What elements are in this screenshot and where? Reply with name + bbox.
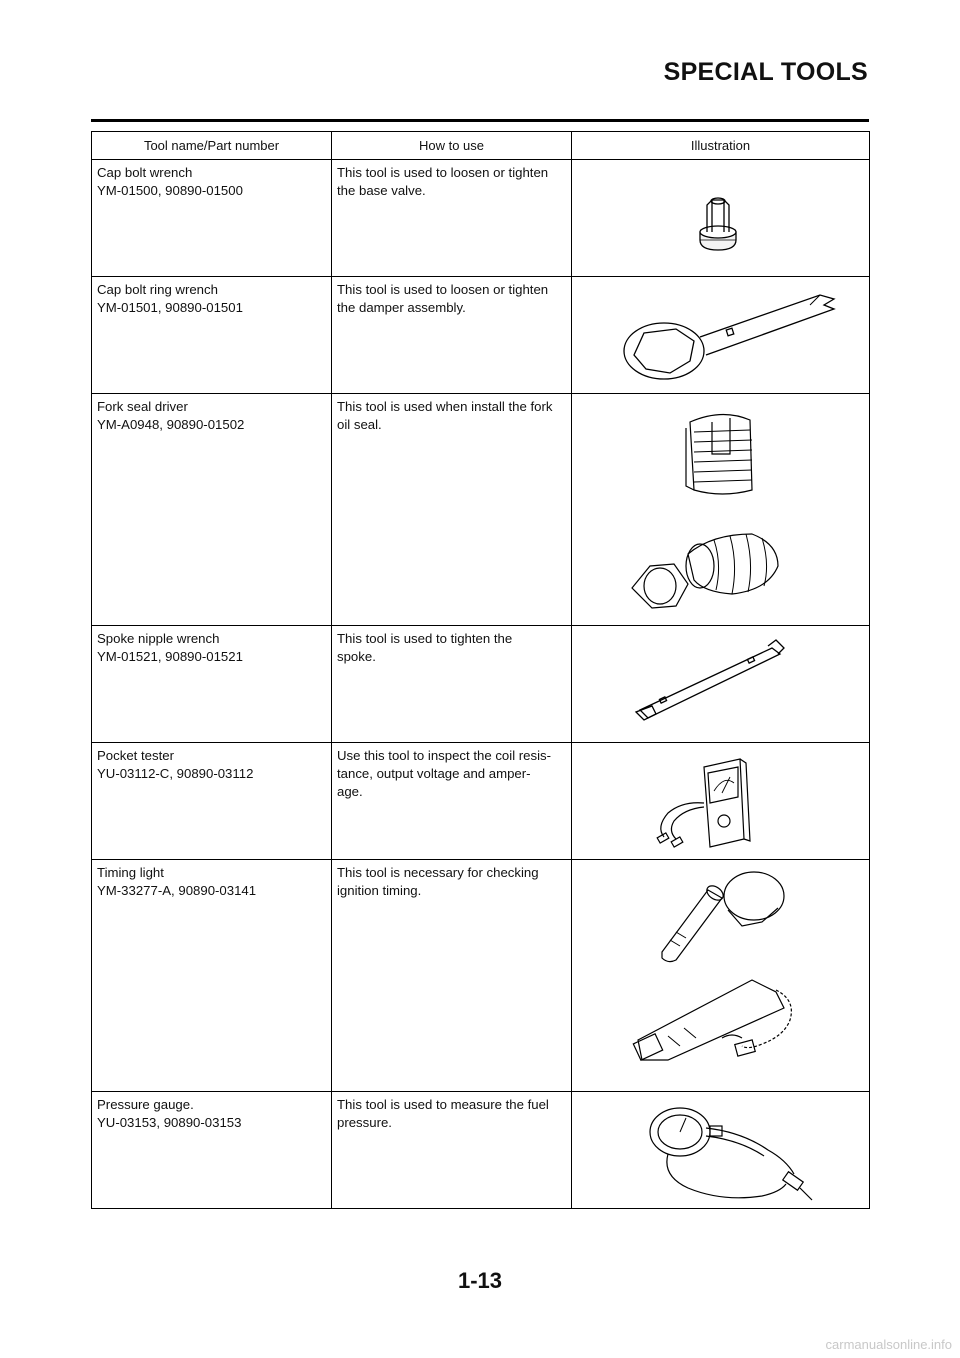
table-row <box>92 743 870 860</box>
part-number: YM-01521, 90890-01521 <box>97 649 243 664</box>
illustration-cell <box>572 277 870 394</box>
timing-light-illustration <box>572 860 868 1091</box>
usage-line: age. <box>337 784 363 799</box>
tool-name-cell <box>92 860 332 1092</box>
column-header-tool-name: Tool name/Part number <box>92 132 332 160</box>
pressure-gauge-illustration <box>572 1092 868 1208</box>
illustration-cell <box>572 394 870 626</box>
usage-line: This tool is used when install the fork <box>337 399 553 414</box>
tool-name: Pocket tester <box>97 748 174 763</box>
usage-line: tance, output voltage and amper- <box>337 766 531 781</box>
how-to-use-cell <box>332 1092 572 1209</box>
tool-name-cell <box>92 743 332 860</box>
tool-name: Cap bolt ring wrench <box>97 282 218 297</box>
table-row <box>92 860 870 1092</box>
usage-line: oil seal. <box>337 417 382 432</box>
pocket-tester-illustration <box>572 743 868 859</box>
usage-line: This tool is used to tighten the <box>337 631 513 646</box>
part-number: YM-01501, 90890-01501 <box>97 300 243 315</box>
illustration-cell <box>572 160 870 277</box>
tool-name: Spoke nipple wrench <box>97 631 220 646</box>
usage-line: This tool is used to loosen or tighten <box>337 165 549 180</box>
part-number: YM-01500, 90890-01500 <box>97 183 243 198</box>
part-number: YM-A0948, 90890-01502 <box>97 417 245 432</box>
page-number: 1-13 <box>457 1268 503 1293</box>
how-to-use-cell <box>332 277 572 394</box>
usage-line: This tool is used to measure the fuel <box>337 1097 549 1112</box>
tool-name: Pressure gauge. <box>97 1097 194 1112</box>
tool-name-cell <box>92 1092 332 1209</box>
tool-name-cell <box>92 626 332 743</box>
illustration-cell <box>572 626 870 743</box>
tool-name: Cap bolt wrench <box>97 165 193 180</box>
watermark: carmanualsonline.info <box>825 1337 952 1352</box>
how-to-use-cell <box>332 860 572 1092</box>
usage-line: spoke. <box>337 649 376 664</box>
how-to-use-cell <box>332 394 572 626</box>
table-row <box>92 277 870 394</box>
column-header-illustration: Illustration <box>572 132 870 160</box>
usage-line: the damper assembly. <box>337 300 466 315</box>
usage-line: the base valve. <box>337 183 426 198</box>
usage-line: Use this tool to inspect the coil resis- <box>337 748 552 763</box>
title-rule <box>91 119 869 122</box>
part-number: YM-33277-A, 90890-03141 <box>97 883 257 898</box>
cap-bolt-wrench-illustration <box>572 160 868 276</box>
illustration-cell <box>572 1092 870 1209</box>
table-row <box>92 626 870 743</box>
tool-name-cell <box>92 160 332 277</box>
fork-seal-driver-illustration <box>572 394 868 625</box>
table-row <box>92 160 870 277</box>
table-row <box>92 1092 870 1209</box>
usage-line: This tool is necessary for checking <box>337 865 539 880</box>
illustration-cell <box>572 860 870 1092</box>
how-to-use-cell <box>332 626 572 743</box>
how-to-use-cell <box>332 743 572 860</box>
page-title: SPECIAL TOOLS <box>663 58 868 86</box>
table-row <box>92 394 870 626</box>
tool-name: Fork seal driver <box>97 399 188 414</box>
part-number: YU-03112-C, 90890-03112 <box>97 766 254 781</box>
usage-line: This tool is used to loosen or tighten <box>337 282 549 297</box>
tool-name-cell <box>92 394 332 626</box>
illustration-cell <box>572 743 870 860</box>
spoke-nipple-wrench-illustration <box>572 626 868 742</box>
special-tools-table <box>91 131 870 1209</box>
column-header-how-to-use: How to use <box>332 132 572 160</box>
how-to-use-cell <box>332 160 572 277</box>
tool-name-cell <box>92 277 332 394</box>
usage-line: ignition timing. <box>337 883 422 898</box>
tool-name: Timing light <box>97 865 164 880</box>
table-header-row <box>92 132 870 160</box>
part-number: YU-03153, 90890-03153 <box>97 1115 242 1130</box>
cap-bolt-ring-wrench-illustration <box>572 277 868 393</box>
usage-line: pressure. <box>337 1115 392 1130</box>
